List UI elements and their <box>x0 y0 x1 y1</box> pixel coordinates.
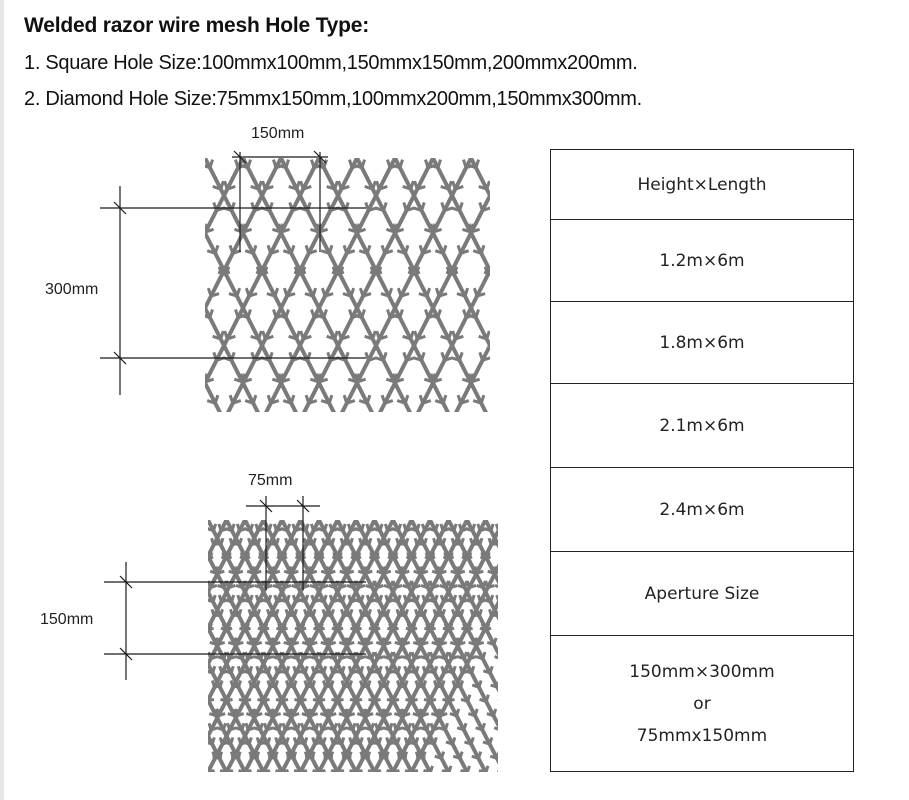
bottom-width-label: 75mm <box>248 472 293 489</box>
square-hole-sizes: 1. Square Hole Size:100mmx100mm,150mmx150mm,200mmx200mm. <box>24 52 638 74</box>
aperture-value-large: 150mm×300mm <box>629 661 775 682</box>
spec-table <box>550 149 854 772</box>
table-row: 1.8m×6m <box>551 302 853 384</box>
table-header-aperture-size: Aperture Size <box>551 552 853 636</box>
aperture-value-small: 75mmx150mm <box>636 725 768 746</box>
table-aperture-values <box>551 636 853 771</box>
top-height-label: 300mm <box>45 281 99 298</box>
table-row: 1.2m×6m <box>551 220 853 302</box>
top-width-label: 150mm <box>251 125 305 142</box>
table-row: 2.4m×6m <box>551 468 853 552</box>
table-header-height-length: Height×Length <box>551 150 853 220</box>
table-row: 2.1m×6m <box>551 384 853 468</box>
aperture-or: or <box>693 693 711 714</box>
bottom-height-label: 150mm <box>40 611 94 628</box>
page-title: Welded razor wire mesh Hole Type: <box>24 14 370 37</box>
diamond-hole-sizes: 2. Diamond Hole Size:75mmx150mm,100mmx200mm,150mmx300mm. <box>24 88 642 110</box>
